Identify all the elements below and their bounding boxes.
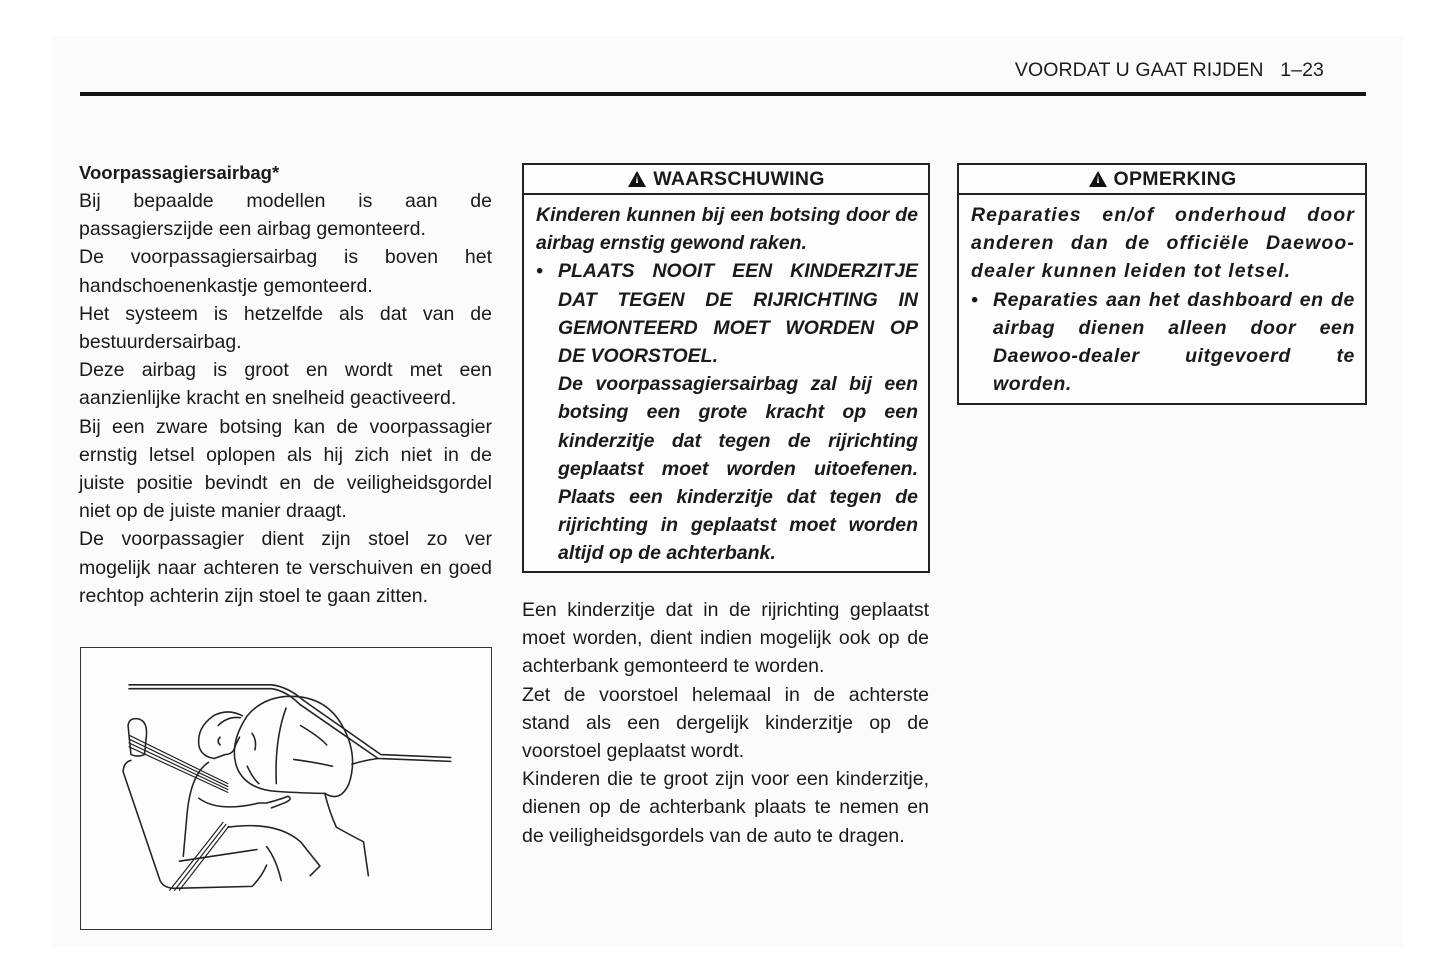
warning-triangle-icon bbox=[627, 170, 647, 188]
note-box-header bbox=[959, 165, 1365, 195]
seat-belt bbox=[129, 743, 228, 790]
warning-heading: WAARSCHUWING bbox=[653, 168, 825, 190]
seat-belt-lap bbox=[175, 824, 226, 890]
warning-triangle-icon bbox=[1088, 170, 1108, 188]
airbag bbox=[234, 696, 352, 796]
middle-body-text bbox=[522, 596, 929, 850]
paragraph: De voorpassagiersairbag is boven het handschoenenkastje gemonteerd. bbox=[79, 246, 492, 297]
left-column bbox=[79, 159, 492, 610]
note-box-body bbox=[959, 195, 1365, 402]
paragraph: Een kinderzitje dat in de rijrichting geplaatst moet worden, dient indien mogelijk ook op de achterbank gemonteerd te worden. bbox=[522, 599, 929, 678]
airbag-fold bbox=[301, 726, 327, 745]
roof-line-inner bbox=[129, 689, 451, 762]
warning-box-header bbox=[524, 165, 928, 195]
paragraph: Bij bepaalde modellen is aan de passagierszijde een airbag gemonteerd. bbox=[79, 190, 492, 241]
occupant-body bbox=[183, 762, 208, 856]
note-box bbox=[957, 163, 1367, 405]
warning-intro: Kinderen kunnen bij een botsing door de airbag ernstig gewond raken. bbox=[536, 204, 918, 255]
seat-belt bbox=[129, 735, 228, 783]
warning-followup: De voorpassagiersairbag zal bij een botsing een grote kracht op een kinderzitje dat tegen de rijrichting geplaatst moet worden uitoefenen. Plaats een kinderzitje dat tegen de rijrichting in geplaatst moet worden altijd op de achterbank. bbox=[558, 373, 918, 565]
paragraph: Kinderen die te groot zijn voor een kinderzitje, dienen op de achterbank plaats te nemen en de veiligheidsgordels van de auto te dragen. bbox=[522, 768, 929, 847]
paragraph: Het systeem is hetzelfde als dat van de bestuurdersairbag. bbox=[79, 302, 492, 354]
seat-belt-lap bbox=[179, 826, 228, 890]
paragraph: De voorpassagier dient zijn stoel zo ver mogelijk naar achteren te verschuiven en goed rechtop achterin zijn stoel te gaan zitten. bbox=[79, 528, 492, 607]
seat-cushion bbox=[179, 850, 257, 862]
seat-belt bbox=[129, 739, 228, 786]
occupant-hair bbox=[218, 717, 240, 725]
paragraph: Zet de voorstoel helemaal in de achterste stand als een dergelijk kinderzitje op de voorstoel geplaatst wordt. bbox=[522, 683, 929, 763]
note-bullet: • Reparaties aan het dashboard en de airbag dienen alleen door een Daewoo-dealer uitgevoerd te worden. bbox=[971, 286, 1355, 399]
manual-page bbox=[52, 36, 1403, 947]
left-body-text bbox=[79, 187, 492, 610]
paragraph: Bij een zware botsing kan de voorpassagier ernstig letsel oplopen als hij zich niet in de juiste positie bevindt en de veiligheidsgordel niet op de juiste manier draagt. bbox=[79, 415, 492, 523]
dashboard-top bbox=[352, 758, 378, 764]
airbag-fold bbox=[247, 766, 259, 783]
occupant-arm bbox=[199, 796, 290, 808]
occupant-lap bbox=[228, 826, 320, 876]
occupant-head bbox=[199, 712, 243, 759]
page-number: 1–23 bbox=[1280, 59, 1324, 81]
note-heading: OPMERKING bbox=[1113, 168, 1237, 190]
warning-box-body bbox=[524, 195, 928, 572]
airbag-fold bbox=[252, 733, 255, 749]
warning-box bbox=[522, 163, 930, 573]
seat-belt bbox=[129, 747, 228, 793]
paragraph: Deze airbag is groot en wordt met een aanzienlijke kracht en snelheid geactiveerd. bbox=[79, 359, 492, 410]
airbag-fold bbox=[276, 708, 286, 784]
note-intro: Reparaties en/of onderhoud door anderen dan de officiële Daewoo-dealer kunnen leiden tot letsel. bbox=[971, 204, 1355, 283]
header-rule bbox=[80, 92, 1366, 96]
section-title: Voorpassagiersairbag* bbox=[79, 162, 280, 183]
dashboard bbox=[325, 793, 369, 875]
warning-bullet: • PLAATS NOOIT EEN KINDERZITJE DAT TEGEN DE RIJRICHTING IN GEMONTEERD MOET WORDEN OP DE VOORSTOEL. bbox=[536, 257, 918, 370]
airbag-illustration bbox=[80, 647, 492, 930]
occupant-leg bbox=[267, 847, 282, 881]
occupant-ear bbox=[218, 737, 220, 745]
airbag-fold bbox=[294, 759, 333, 766]
running-title: VOORDAT U GAAT RIJDEN bbox=[1014, 59, 1264, 81]
running-header bbox=[1015, 59, 1324, 82]
